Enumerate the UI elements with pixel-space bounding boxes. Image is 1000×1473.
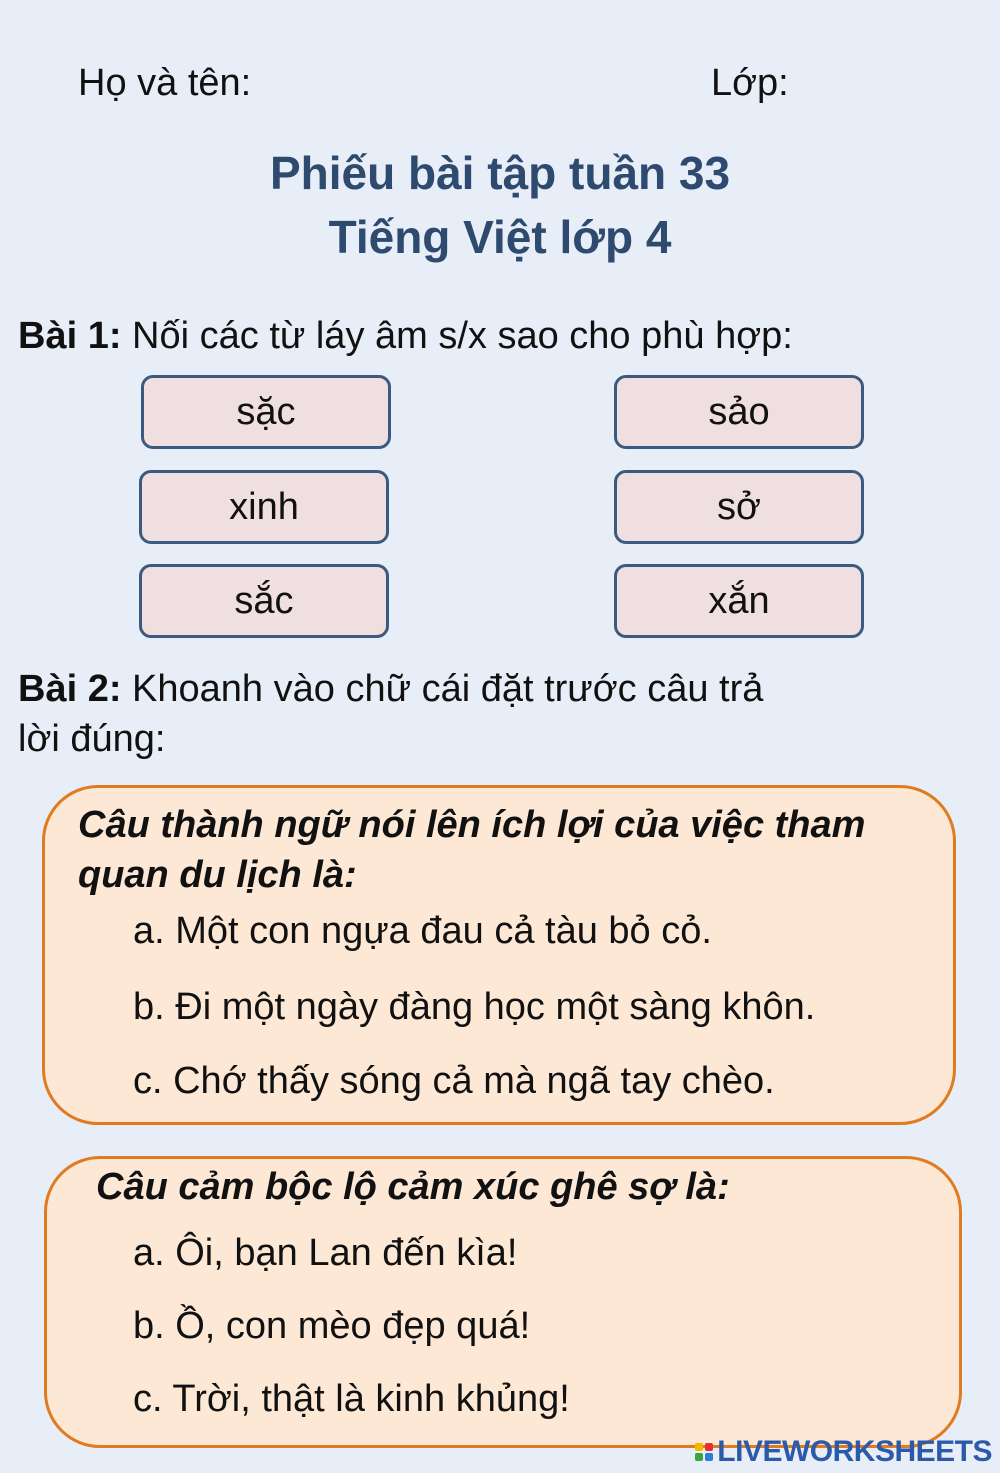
bai2-instruction-cont: lời đúng: xyxy=(18,718,166,760)
question1-text-line1: Câu thành ngữ nói lên ích lợi của việc tham xyxy=(78,804,866,846)
bai2-heading xyxy=(18,664,763,714)
bai1-instruction: Nối các từ láy âm s/x sao cho phù hợp: xyxy=(132,315,793,357)
word-left-1[interactable]: sặc xyxy=(141,375,391,449)
watermark-text: LIVEWORKSHEETS xyxy=(717,1435,992,1468)
question1-option-c[interactable]: c. Chớ thấy sóng cả mà ngã tay chèo. xyxy=(133,1060,775,1102)
question2-text: Câu cảm bộc lộ cảm xúc ghê sợ là: xyxy=(96,1166,730,1208)
word-left-3[interactable]: sắc xyxy=(139,564,389,638)
question1-option-b[interactable]: b. Đi một ngày đàng học một sàng khôn. xyxy=(133,986,816,1028)
question1-option-a[interactable]: a. Một con ngựa đau cả tàu bỏ cỏ. xyxy=(133,910,712,952)
question2-option-b[interactable]: b. Ồ, con mèo đẹp quá! xyxy=(133,1305,531,1347)
name-label: Họ và tên: xyxy=(78,62,252,104)
question2-option-a[interactable]: a. Ôi, bạn Lan đến kìa! xyxy=(133,1232,518,1274)
liveworksheets-logo xyxy=(695,1435,992,1469)
page-title: Phiếu bài tập tuần 33 xyxy=(269,147,731,199)
class-label: Lớp: xyxy=(711,62,789,104)
page-subtitle: Tiếng Việt lớp 4 xyxy=(328,211,672,263)
bai1-heading xyxy=(18,311,793,361)
word-right-3[interactable]: xắn xyxy=(614,564,864,638)
word-right-1[interactable]: sảo xyxy=(614,375,864,449)
word-right-2[interactable]: sở xyxy=(614,470,864,544)
bai1-label: Bài 1: xyxy=(18,315,122,357)
bai2-label: Bài 2: xyxy=(18,668,122,710)
liveworksheets-logo-icon xyxy=(695,1443,713,1461)
question1-text-line2: quan du lịch là: xyxy=(78,854,357,896)
word-left-2[interactable]: xinh xyxy=(139,470,389,544)
question2-option-c[interactable]: c. Trời, thật là kinh khủng! xyxy=(133,1378,570,1420)
bai2-instruction: Khoanh vào chữ cái đặt trước câu trả xyxy=(132,668,764,710)
